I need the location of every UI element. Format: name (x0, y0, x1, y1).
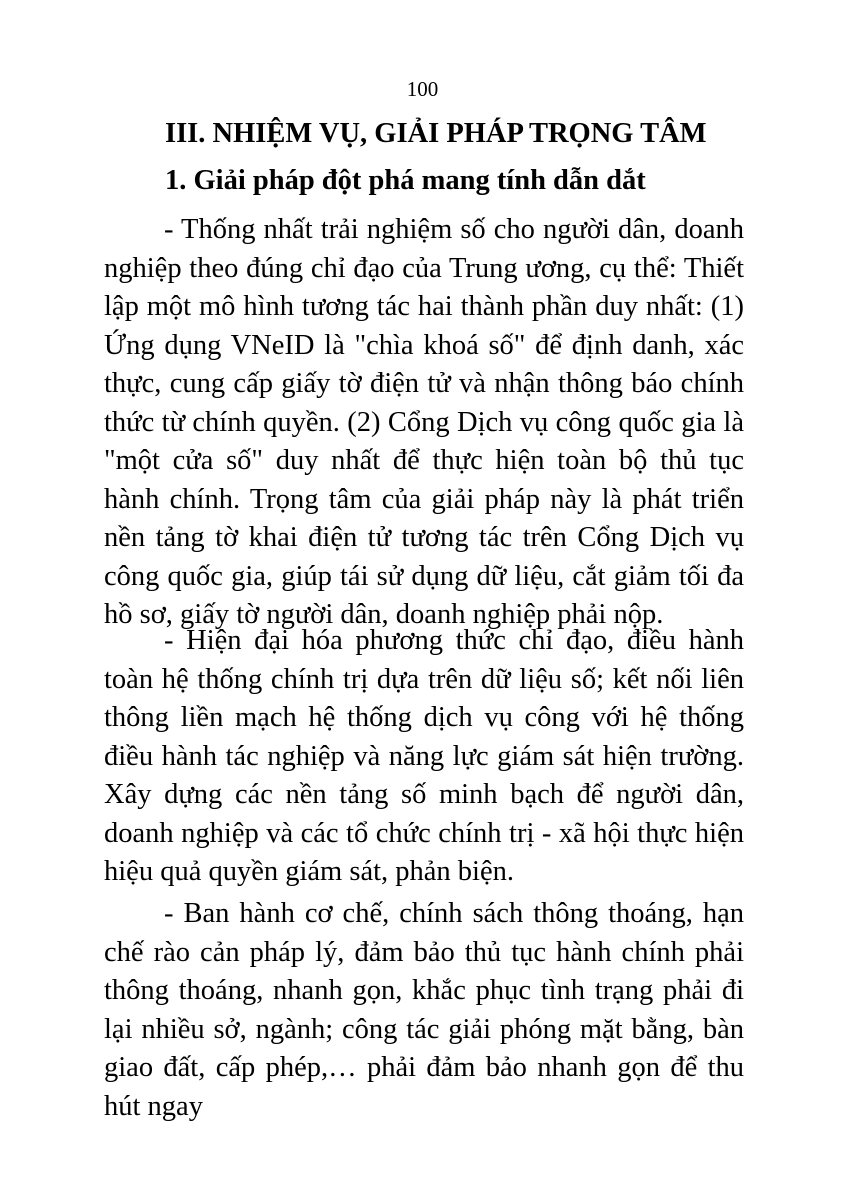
subsection-heading: 1. Giải pháp đột phá mang tính dẫn dắt (165, 165, 646, 196)
section-heading: III. NHIỆM VỤ, GIẢI PHÁP TRỌNG TÂM (165, 118, 707, 149)
paragraph-1: - Thống nhất trải nghiệm số cho người dân, doanh nghiệp theo đúng chỉ đạo của Trung ương, cụ thể: Thiết lập một mô hình tương tác hai thành phần duy nhất: (1) Ứng dụng VNeID là "chìa khoá số" để định danh, xác thực, cung cấp giấy tờ điện tử và nhận thông báo chính thức từ chính quyền. (2) Cổng Dịch vụ công quốc gia là "một cửa số" duy nhất để thực hiện toàn bộ thủ tục hành chính. Trọng tâm của giải pháp này là phát triển nền tảng tờ khai điện tử tương tác trên Cổng Dịch vụ công quốc gia, giúp tái sử dụng dữ liệu, cắt giảm tối đa hồ sơ, giấy tờ người dân, doanh nghiệp phải nộp. (104, 214, 744, 630)
paragraph-3: - Ban hành cơ chế, chính sách thông thoáng, hạn chế rào cản pháp lý, đảm bảo thủ tục hành chính phải thông thoáng, nhanh gọn, khắc phục tình trạng phải đi lại nhiều sở, ngành; công tác giải phóng mặt bằng, bàn giao đất, cấp phép,… phải đảm bảo nhanh gọn để thu hút ngay (104, 898, 744, 1122)
page-number: 100 (406, 77, 439, 101)
paragraph-2: - Hiện đại hóa phương thức chỉ đạo, điều hành toàn hệ thống chính trị dựa trên dữ liệu số; kết nối liên thông liền mạch hệ thống dịch vụ công với hệ thống điều hành tác nghiệp và năng lực giám sát hiện trường. Xây dựng các nền tảng số minh bạch để người dân, doanh nghiệp và các tổ chức chính trị - xã hội thực hiện hiệu quả quyền giám sát, phản biện. (104, 625, 744, 887)
